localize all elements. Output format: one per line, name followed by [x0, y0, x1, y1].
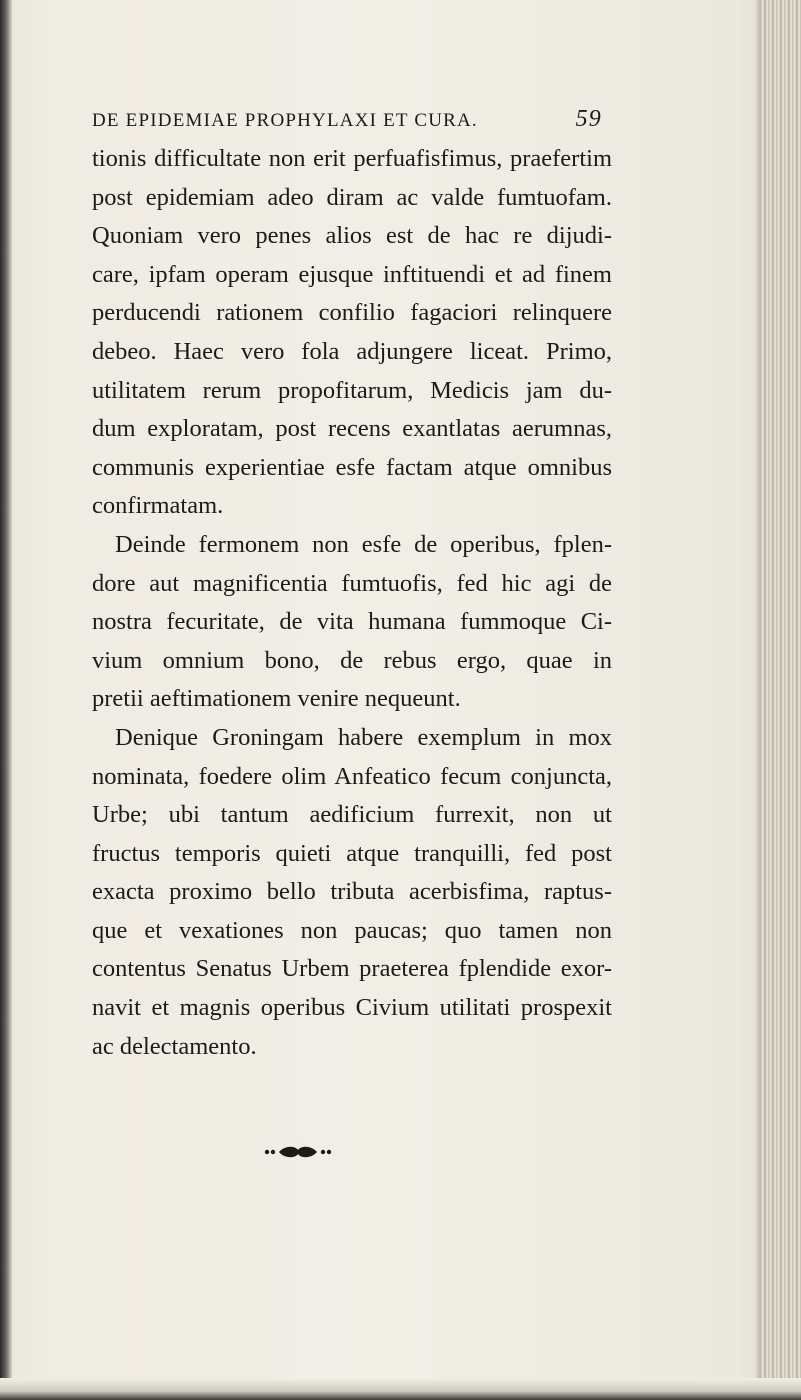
text-line: care, ipfam operam ejusque inftituendi et ad finem [92, 260, 612, 288]
text-line: post epidemiam adeo diram ac valde fumtuofam. [92, 183, 612, 211]
page-number: 59 [575, 106, 602, 132]
text-line: debeo. Haec vero fola adjungere liceat. Primo, [92, 337, 612, 365]
paragraph-2 [92, 526, 612, 719]
text-line: contentus Senatus Urbem praeterea fplendide exor- [92, 955, 612, 983]
text-line: perducendi rationem confilio fagaciori relinquere [92, 299, 612, 327]
running-head: DE EPIDEMIAE PROPHYLAXI ET CURA. [92, 110, 478, 131]
printers-ornament-icon [258, 1142, 338, 1162]
page-header [92, 106, 602, 142]
text-line: Deinde fermonem non esfe de operibus, fplen- [115, 530, 612, 558]
text-line: vium omnium bono, de rebus ergo, quae in [92, 646, 612, 674]
text-line: utilitatem rerum propofitarum, Medicis jam du- [92, 376, 612, 404]
page-bottom-shadow [0, 1378, 801, 1400]
text-line: dore aut magnificentia fumtuofis, fed hic agi de [92, 569, 612, 597]
text-line: nominata, foedere olim Anfeatico fecum conjuncta, [92, 762, 612, 790]
text-line: Quoniam vero penes alios est de hac re dijudi- [92, 222, 612, 250]
text-line: Urbe; ubi tantum aedificium furrexit, non ut [92, 801, 612, 829]
paragraph-1 [92, 140, 612, 526]
text-line: pretii aeftimationem venire nequeunt. [92, 685, 461, 713]
text-line: tionis difficultate non erit perfuafisfimus, praefertim [92, 145, 612, 172]
text-line: nostra fecuritate, de vita humana fummoque Ci- [92, 608, 612, 636]
text-line: fructus temporis quieti atque tranquilli, fed post [92, 839, 612, 867]
paragraph-3 [92, 719, 612, 1066]
text-line: Denique Groningam habere exemplum in mox [115, 723, 612, 751]
text-line: communis experientiae esfe factam atque omnibus [92, 453, 612, 481]
text-line: navit et magnis operibus Civium utilitati prospexit [92, 994, 612, 1022]
body-text [92, 140, 612, 1066]
page-stack-edges [761, 0, 801, 1400]
text-line: dum exploratam, post recens exantlatas aerumnas, [92, 415, 612, 443]
text-line: que et vexationes non paucas; quo tamen non [92, 916, 612, 944]
text-line: confirmatam. [92, 492, 224, 520]
book-gutter-shadow [0, 0, 12, 1400]
text-line: exacta proximo bello tributa acerbisfima, raptus- [92, 878, 612, 906]
text-line: ac delectamento. [92, 1032, 257, 1060]
